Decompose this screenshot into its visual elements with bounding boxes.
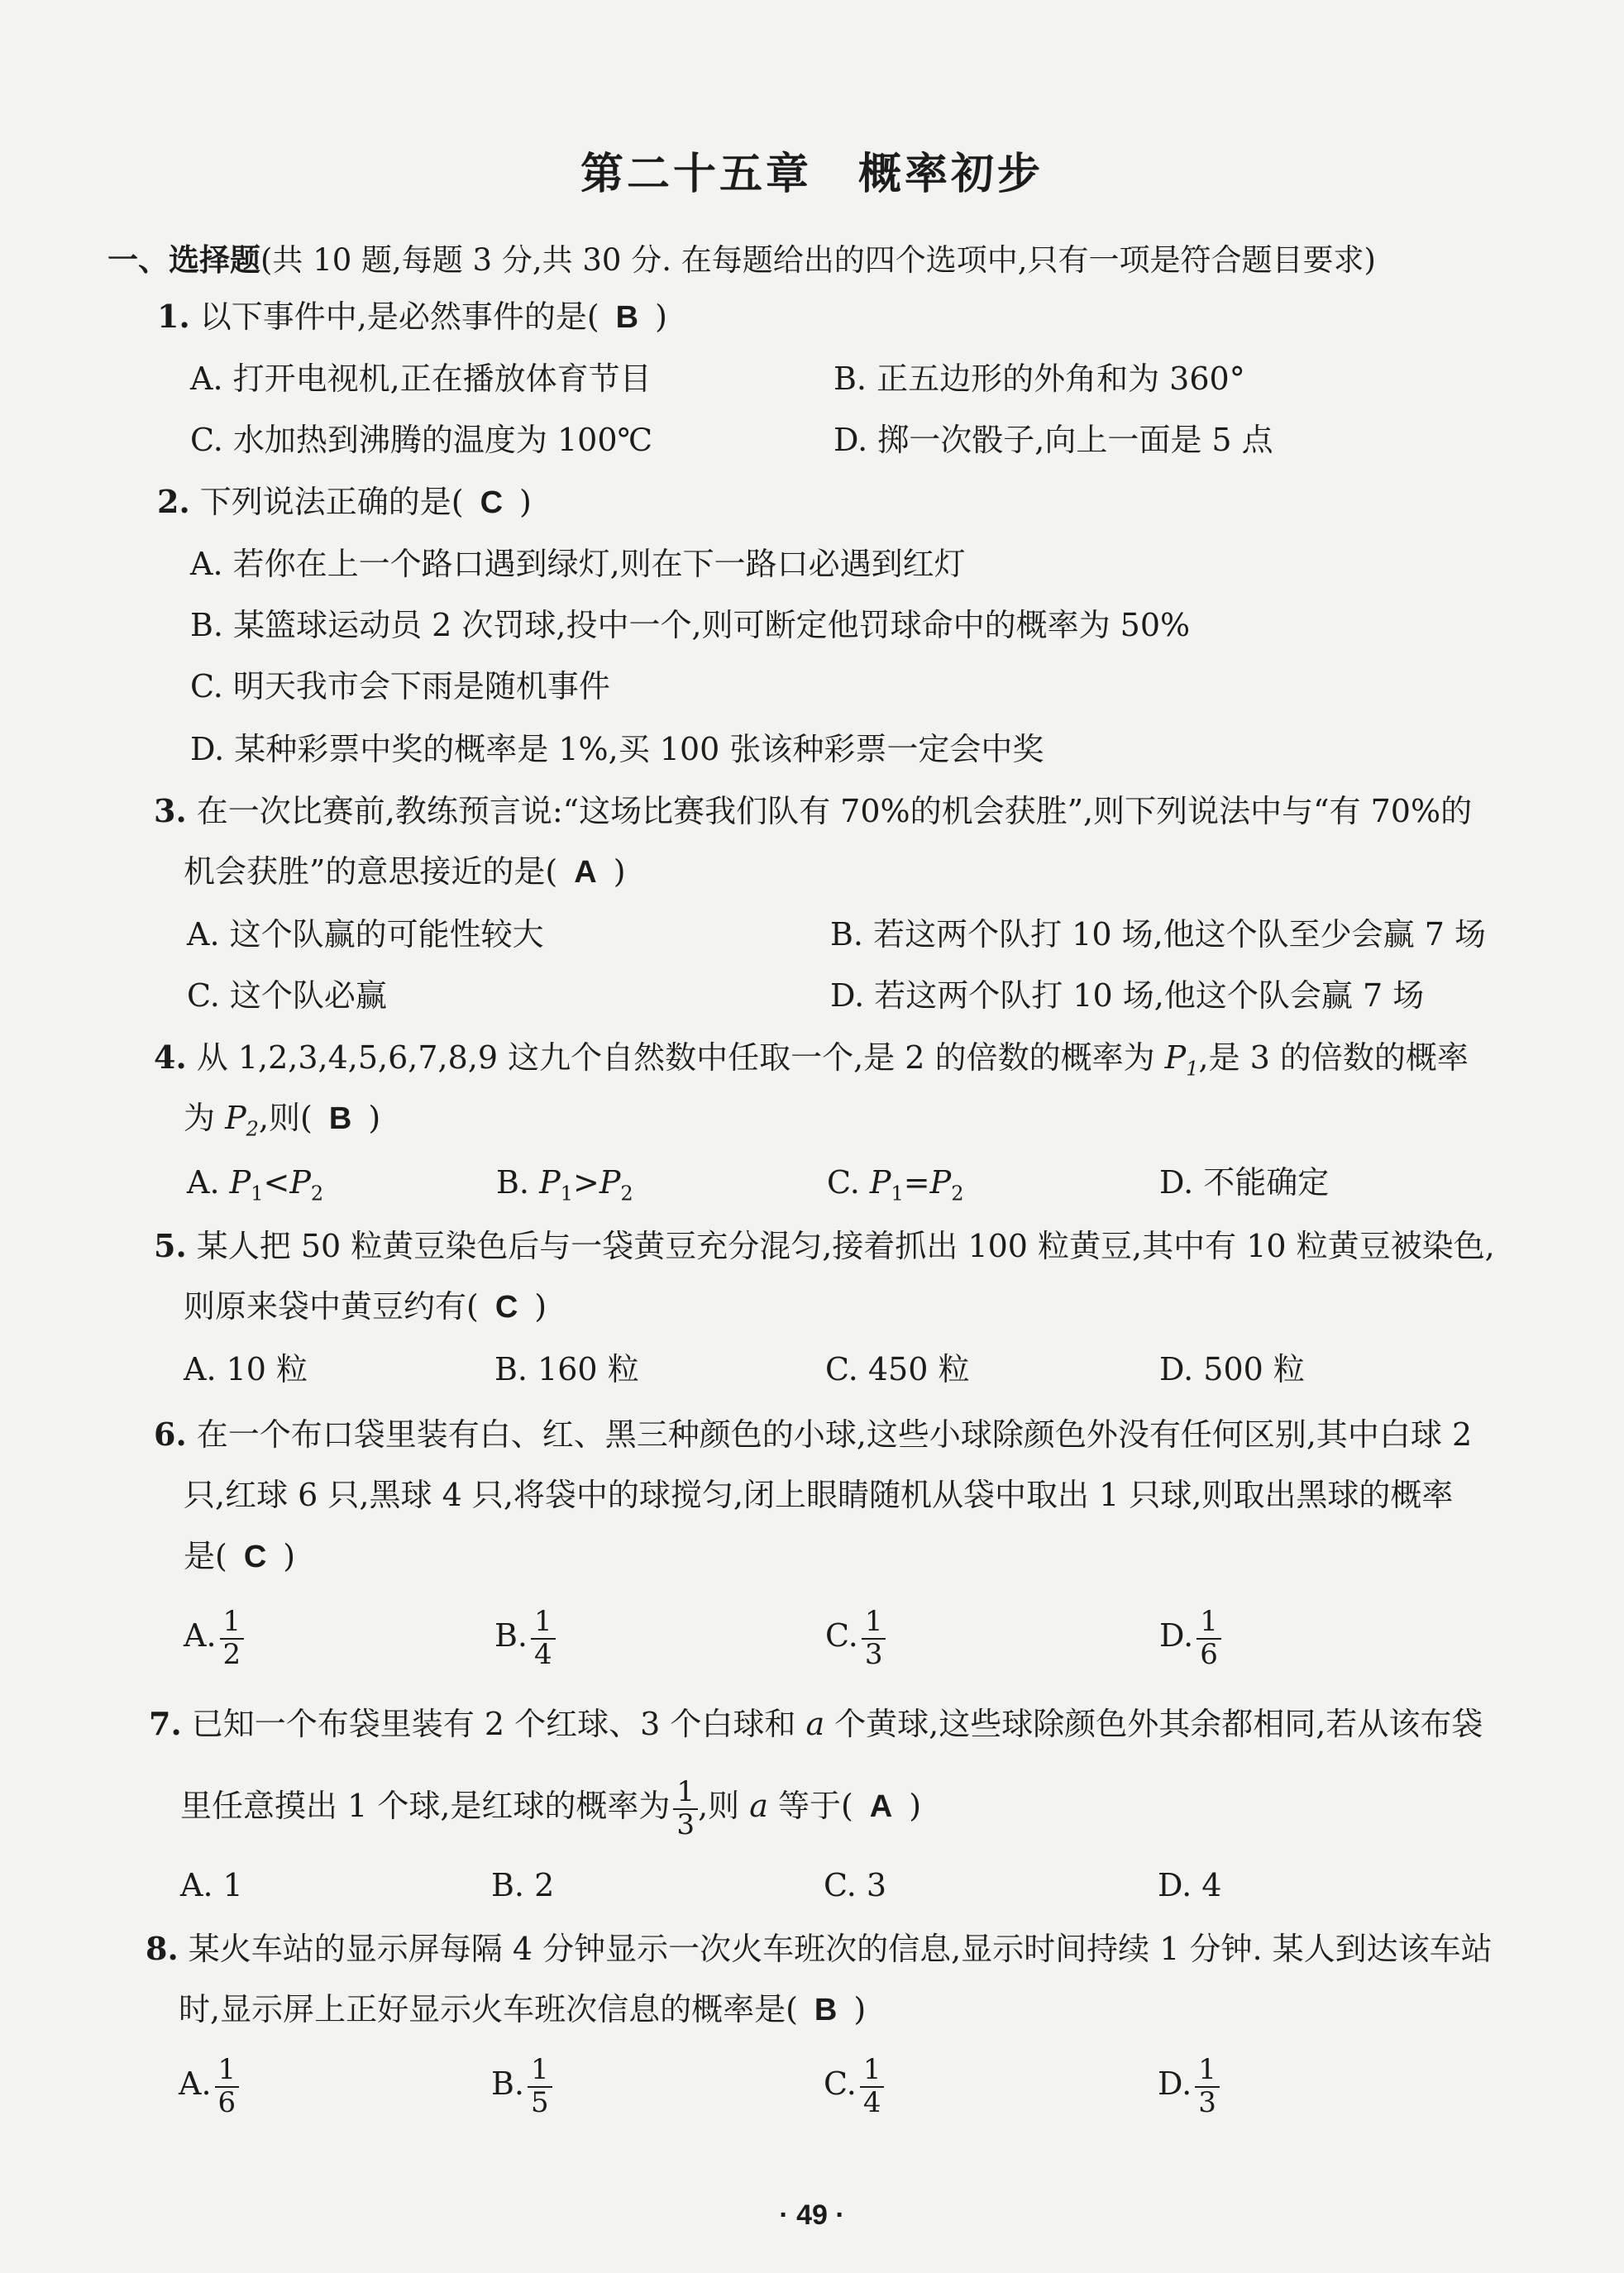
question-text: 则原来袋中黄豆约有( (184, 1288, 479, 1325)
question-number: 5. (154, 1227, 187, 1264)
numerator: 1 (860, 2056, 885, 2088)
denominator: 3 (676, 1807, 695, 1841)
option-b: B. 若这两个队打 10 场,他这个队至少会赢 7 场 (830, 916, 1487, 953)
option-a: A. 1 (180, 1867, 243, 1903)
question-text-end: ) (613, 853, 626, 890)
question-text: 在一次比赛前,教练预言说:“这场比赛我们队有 70%的机会获胜”,则下列说法中与“有 70%的 (196, 793, 1473, 829)
option-c (825, 1607, 886, 1669)
option-b (496, 1164, 633, 1206)
fraction (673, 1775, 698, 1841)
option-b: B. 2 (491, 1867, 555, 1903)
question-text-end: ) (909, 1788, 922, 1825)
question-number: 6. (154, 1416, 187, 1453)
denominator: 4 (534, 1637, 552, 1671)
option-d: D. 掷一次骰子,向上一面是 5 点 (833, 422, 1273, 458)
question-text: 等于( (767, 1788, 853, 1825)
option-a (184, 1607, 244, 1669)
question-text-end: ) (853, 1991, 867, 2027)
option-a: A. 若你在上一个路口遇到绿灯,则在下一路口必遇到红灯 (190, 546, 966, 582)
option-b (494, 1607, 556, 1669)
question-text-end: ) (283, 1538, 296, 1574)
operator: = (903, 1164, 930, 1201)
option-b: B. 正五边形的外角和为 360° (833, 361, 1245, 397)
answer: B (814, 1993, 838, 2027)
option-d (1158, 2053, 1220, 2119)
option-label: C. (824, 2065, 857, 2103)
p-subscript: 1 (1186, 1057, 1199, 1081)
variable-a: a (749, 1788, 768, 1825)
question-8-cont (179, 1991, 866, 2030)
question-3-cont (184, 853, 626, 892)
option-c (824, 2053, 884, 2119)
p-letter: P (289, 1164, 311, 1201)
question-text: 某人把 50 粒黄豆染色后与一袋黄豆充分混匀,接着抓出 100 粒黄豆,其中有 10 粒黄豆被染色, (196, 1228, 1495, 1264)
question-text: ,是 3 的倍数的概率 (1198, 1039, 1469, 1076)
fraction (860, 2053, 885, 2119)
option-label: D. (1159, 1617, 1194, 1655)
numerator: 1 (220, 1607, 245, 1640)
variable-a: a (805, 1706, 825, 1742)
option-label: A. (179, 2065, 212, 2103)
option-a: A. 打开电视机,正在播放体育节目 (190, 361, 652, 397)
chapter-title: 第二十五章 概率初步 (580, 149, 1044, 199)
p-subscript: 1 (251, 1182, 264, 1206)
question-1 (157, 298, 667, 337)
option-c (827, 1164, 963, 1206)
denominator: 4 (862, 2085, 881, 2119)
denominator: 5 (531, 2085, 549, 2119)
p-subscript: 2 (246, 1117, 259, 1141)
p-letter: P (929, 1164, 952, 1201)
option-d: D. 4 (1158, 1867, 1222, 1903)
question-text: 机会获胜”的意思接近的是( (184, 853, 558, 890)
page-number: · 49 · (779, 2199, 845, 2231)
option-b: B. 某篮球运动员 2 次罚球,投中一个,则可断定他罚球命中的概率为 50% (190, 607, 1191, 643)
option-c: C. 3 (824, 1867, 887, 1903)
question-text: 里任意摸出 1 个球,是红球的概率为 (180, 1788, 671, 1825)
p-letter: P (869, 1164, 891, 1201)
fraction (528, 2053, 552, 2119)
question-text: 以下事件中,是必然事件的是( (199, 298, 599, 335)
option-label: B. (494, 1617, 528, 1655)
p-subscript: 2 (310, 1182, 324, 1206)
question-number: 4. (154, 1039, 187, 1076)
question-number: 8. (146, 1930, 179, 1967)
fraction (1197, 1607, 1221, 1669)
option-d: D. 500 粒 (1159, 1351, 1305, 1387)
p-subscript: 2 (620, 1182, 633, 1206)
denominator: 2 (222, 1637, 241, 1671)
answer: A (869, 1789, 893, 1825)
numerator: 1 (1197, 1607, 1221, 1640)
question-number: 2. (157, 483, 190, 520)
numerator: 1 (673, 1778, 698, 1810)
answer: C (243, 1540, 267, 1574)
p-subscript: 1 (891, 1182, 904, 1206)
question-text: 在一个布口袋里装有白、红、黑三种颜色的小球,这些小球除颜色外没有任何区别,其中白球 2 (196, 1416, 1473, 1453)
option-d: D. 某种彩票中奖的概率是 1%,买 100 张该种彩票一定会中奖 (190, 731, 1044, 767)
question-6 (154, 1416, 1472, 1454)
p1-symbol (1164, 1039, 1199, 1081)
p-letter: P (539, 1164, 561, 1201)
option-d: D. 若这两个队打 10 场,他这个队会赢 7 场 (830, 977, 1425, 1014)
section-note: (共 10 题,每题 3 分,共 30 分. 在每题给出的四个选项中,只有一项是符合题目要求) (260, 242, 1376, 278)
question-text-end: ) (368, 1100, 381, 1136)
option-c: C. 这个队必赢 (187, 977, 387, 1014)
question-3 (154, 792, 1472, 831)
question-4 (154, 1039, 1469, 1081)
fraction (862, 1607, 886, 1669)
numerator: 1 (531, 1607, 556, 1640)
question-7 (149, 1705, 1483, 1744)
option-b (491, 2053, 552, 2119)
question-5-cont (184, 1288, 547, 1327)
denominator: 6 (217, 2085, 236, 2119)
question-text-end: ) (655, 298, 667, 335)
option-label: B. (491, 2065, 525, 2103)
section-heading (107, 235, 1376, 279)
numerator: 1 (1195, 2056, 1220, 2088)
question-6-cont2 (184, 1538, 295, 1577)
answer: B (615, 300, 639, 335)
option-c: C. 明天我市会下雨是随机事件 (190, 668, 610, 704)
fraction (1195, 2053, 1220, 2119)
option-a: A. 10 粒 (184, 1351, 308, 1387)
question-text: 某火车站的显示屏每隔 4 分钟显示一次火车班次的信息,显示时间持续 1 分钟. 某人到达该车站 (188, 1931, 1493, 1967)
option-label: A. (187, 1164, 220, 1201)
operator: < (263, 1164, 290, 1201)
operator: > (572, 1164, 599, 1201)
question-text-end: ) (519, 484, 532, 520)
question-number: 7. (149, 1705, 182, 1742)
p-letter: P (225, 1100, 246, 1136)
fraction (220, 1607, 245, 1669)
question-text: 已知一个布袋里装有 2 个红球、3 个白球和 (191, 1706, 806, 1742)
p-letter: P (599, 1164, 621, 1201)
question-7-cont (180, 1775, 922, 1841)
question-6-cont: 只,红球 6 只,黑球 4 只,将袋中的球搅匀,闭上眼睛随机从袋中取出 1 只球,则取出黑球的概率 (184, 1477, 1454, 1513)
fraction (215, 2053, 240, 2119)
question-text: 从 1,2,3,4,5,6,7,8,9 这九个自然数中任取一个,是 2 的倍数的概率为 (196, 1039, 1165, 1076)
option-d: D. 不能确定 (1159, 1164, 1330, 1201)
question-8 (146, 1930, 1493, 1969)
question-text: ,则( (258, 1100, 313, 1136)
p-subscript: 1 (560, 1182, 573, 1206)
option-label: A. (184, 1617, 217, 1655)
question-number: 3. (154, 792, 187, 829)
denominator: 3 (1198, 2085, 1216, 2119)
question-text: 为 (184, 1100, 226, 1136)
question-text: 个黄球,这些球除颜色外其余都相同,若从该布袋 (824, 1706, 1483, 1742)
question-text-end: ) (534, 1288, 547, 1325)
question-text: 是( (184, 1538, 227, 1574)
option-label: B. (496, 1164, 530, 1201)
option-a (179, 2053, 239, 2119)
fraction (531, 1607, 556, 1669)
option-a: A. 这个队赢的可能性较大 (187, 916, 544, 953)
question-text: ,则 (698, 1788, 750, 1825)
question-5 (154, 1227, 1495, 1266)
numerator: 1 (215, 2056, 240, 2088)
option-c: C. 450 粒 (825, 1351, 970, 1387)
numerator: 1 (862, 1607, 886, 1640)
answer: B (328, 1101, 352, 1136)
question-text: 时,显示屏上正好显示火车班次信息的概率是( (179, 1991, 798, 2027)
option-c: C. 水加热到沸腾的温度为 100℃ (190, 422, 652, 458)
p-letter: P (229, 1164, 251, 1201)
p-subscript: 2 (951, 1182, 964, 1206)
question-4-cont (184, 1100, 380, 1141)
question-number: 1. (157, 298, 190, 335)
p2-symbol (225, 1100, 259, 1141)
option-label: D. (1158, 2065, 1192, 2103)
denominator: 3 (864, 1637, 883, 1671)
p-letter: P (1164, 1039, 1187, 1076)
question-2 (157, 483, 532, 523)
option-label: C. (825, 1617, 858, 1655)
answer: C (494, 1290, 518, 1325)
question-text: 下列说法正确的是( (199, 484, 464, 520)
option-b: B. 160 粒 (494, 1351, 639, 1387)
denominator: 6 (1200, 1637, 1218, 1671)
section-label: 一、选择题 (107, 241, 260, 278)
option-label: C. (827, 1164, 860, 1201)
answer: A (574, 855, 597, 890)
numerator: 1 (528, 2056, 552, 2088)
option-d (1159, 1607, 1221, 1669)
option-a (187, 1164, 323, 1206)
answer: C (480, 485, 504, 520)
